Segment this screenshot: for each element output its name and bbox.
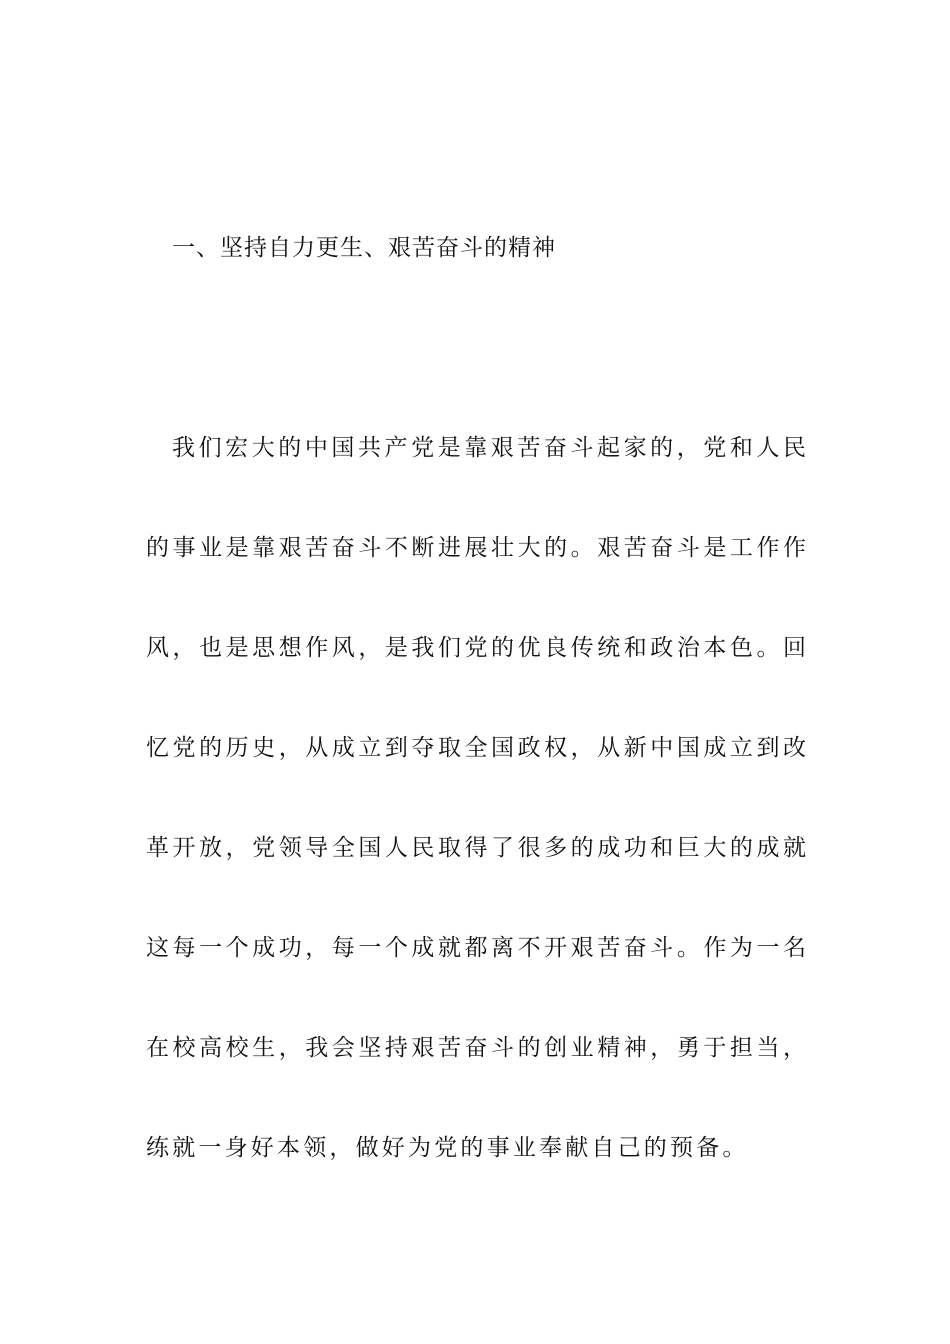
paragraph-line: 革开放，党领导全国人民取得了很多的成功和巨大的成就 xyxy=(146,835,806,861)
paragraph-line: 风，也是思想作风，是我们党的优良传统和政治本色。回 xyxy=(146,635,806,661)
paragraph-line: 在校高校生，我会坚持艰苦奋斗的创业精神，勇于担当， xyxy=(146,1035,806,1061)
section-heading: 一、坚持自力更生、艰苦奋斗的精神 xyxy=(172,235,556,261)
paragraph-line: 的事业是靠艰苦奋斗不断进展壮大的。艰苦奋斗是工作作 xyxy=(146,535,806,561)
paragraph-line: 忆党的历史，从成立到夺取全国政权，从新中国成立到改 xyxy=(146,735,806,761)
paragraph-line: 我们宏大的中国共产党是靠艰苦奋斗起家的，党和人民 xyxy=(172,435,806,461)
paragraph-line: 练就一身好本领，做好为党的事业奉献自己的预备。 xyxy=(146,1135,749,1161)
paragraph-line: 这每一个成功，每一个成就都离不开艰苦奋斗。作为一名 xyxy=(146,935,806,961)
